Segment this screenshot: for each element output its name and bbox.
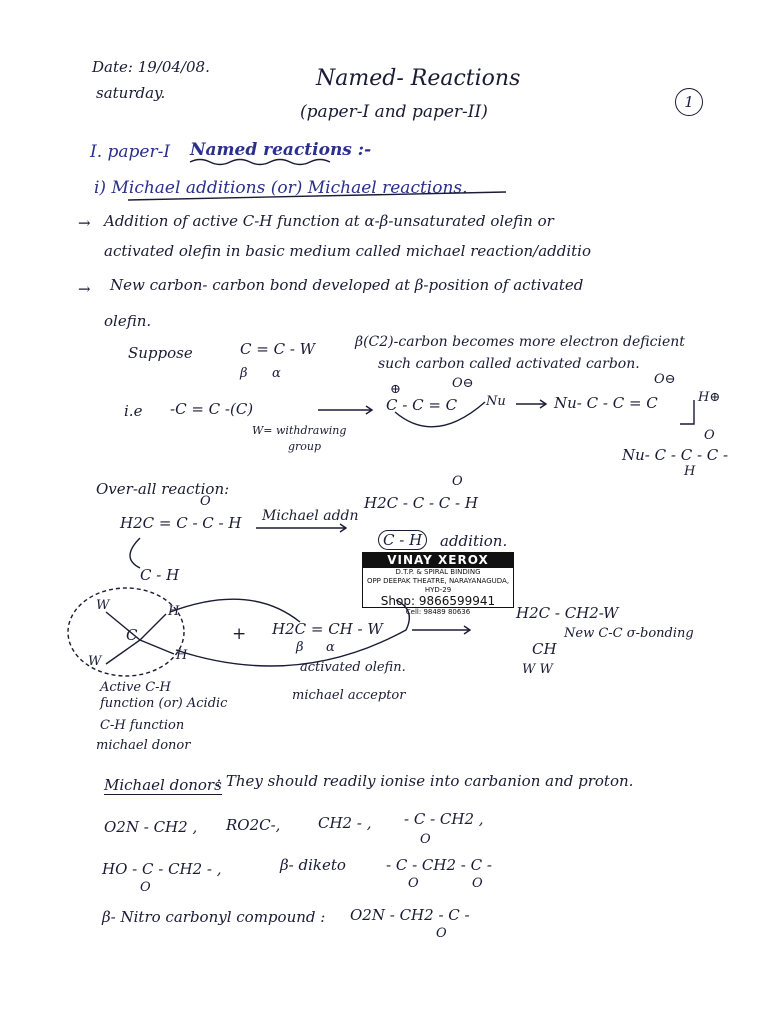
- bullet-arrow-1: →: [78, 214, 91, 232]
- section-heading: Named reactions :-: [190, 140, 372, 160]
- acceptor-beta: β: [296, 640, 304, 655]
- ie-product-o: O: [704, 428, 715, 443]
- donor-item-5: HO - C - CH2 - ,: [102, 860, 222, 878]
- stamp-line-1: D.T.P. & SPIRAL BINDING: [395, 568, 481, 576]
- donor-row3-o: O: [436, 926, 447, 941]
- overall-right-note: addition.: [440, 532, 508, 550]
- suppose-label: Suppose: [128, 344, 193, 362]
- acceptor-label-1: activated olefin.: [300, 660, 406, 675]
- ie-product: Nu- C - C - C -: [622, 446, 729, 464]
- bullet-1-line-1: Addition of active C-H function at α-β-unsaturated olefin or: [104, 212, 554, 230]
- stamp-name: VINAY XEROX: [363, 553, 513, 568]
- overall-left: H2C = C - C - H: [120, 514, 242, 532]
- donor-item-7-o2: O: [472, 876, 483, 891]
- overall-right-o: O: [452, 474, 463, 489]
- ie-curved-arrow: [395, 402, 485, 427]
- ie-nucleophile: Nu: [486, 394, 506, 409]
- stamp-cell: Cell: 98489 80636: [405, 608, 471, 616]
- donor-item-4-o: O: [420, 832, 431, 847]
- donor-row3-formula: O2N - CH2 - C -: [350, 906, 470, 924]
- donor-item-5-o: O: [140, 880, 151, 895]
- donor-label-4: michael donor: [96, 738, 191, 753]
- donor-label-3: C-H function: [100, 718, 185, 733]
- product-line-1: H2C - CH2-W: [516, 604, 619, 622]
- bullet-2-line-2: olefin.: [104, 312, 152, 330]
- ie-right-oxygen: O⊖: [654, 372, 676, 387]
- donor-label-2: function (or) Acidic: [100, 696, 228, 711]
- ie-left-formula: -C = C -(C): [170, 400, 254, 418]
- ie-h-plus: H⊕: [698, 390, 721, 405]
- donor-plus: +: [232, 624, 247, 644]
- suppose-formula: C = C - W: [240, 340, 316, 358]
- overall-ch: C - H: [140, 566, 180, 584]
- stamp-phone: Shop: 9866599941: [380, 594, 496, 608]
- donor-item-1: O2N - CH2 ,: [104, 818, 198, 836]
- acceptor-alpha: α: [326, 640, 335, 655]
- overall-right-ch: C - H: [378, 530, 427, 550]
- acceptor-label-2: michael acceptor: [292, 688, 406, 703]
- donor-label-1: Active C-H: [100, 680, 171, 695]
- overall-loop: [130, 538, 140, 568]
- subheading-underline: [128, 192, 506, 200]
- suppose-alpha: α: [272, 366, 281, 381]
- donor-dashed-ring: [68, 588, 184, 676]
- donor-h-2: H: [176, 648, 188, 663]
- donor-item-6: β- diketo: [280, 856, 346, 874]
- donor-item-7: - C - CH2 - C -: [386, 856, 492, 874]
- donor-carbon: C: [126, 626, 138, 644]
- page-subtitle: (paper-I and paper-II): [300, 102, 488, 122]
- product-line-2: New C-C σ-bonding: [564, 626, 694, 641]
- suppose-note-2: such carbon called activated carbon.: [378, 356, 640, 372]
- ie-product-h: H: [684, 464, 696, 479]
- heading-underline: [190, 160, 330, 165]
- overall-left-o: O: [200, 494, 211, 509]
- acceptor-formula: H2C = CH - W: [272, 620, 383, 638]
- ie-label: i.e: [124, 402, 143, 420]
- ie-w-note: W= withdrawing: [252, 424, 347, 437]
- donor-item-3: CH2 - ,: [318, 814, 372, 832]
- page-number: 1: [675, 88, 703, 116]
- donors-heading: Michael donors: [104, 776, 222, 794]
- ie-down-arrow: [680, 400, 694, 424]
- donor-item-2: RO2C-,: [226, 816, 281, 834]
- stamp-line-2: OPP DEEPAK THEATRE, NARAYANAGUDA, HYD-29: [366, 577, 510, 594]
- overall-label: Over-all reaction:: [96, 480, 230, 498]
- donor-acceptor-loop: [176, 600, 409, 666]
- donor-row3-label: β- Nitro carbonyl compound :: [102, 908, 326, 926]
- donor-bonds: [106, 612, 174, 664]
- bullet-2-line-1: New carbon- carbon bond developed at β-position of activated: [110, 276, 584, 294]
- overall-right: H2C - C - C - H: [364, 494, 478, 512]
- suppose-beta: β: [240, 366, 248, 381]
- donors-text: : They should readily ionise into carbanion and proton.: [216, 772, 634, 790]
- ie-right-formula: Nu- C - C = C: [554, 394, 658, 412]
- bullet-1-line-2: activated olefin in basic medium called michael reaction/additio: [104, 242, 592, 260]
- donor-w-2: W: [88, 654, 102, 669]
- sub-heading: i) Michael additions (or) Michael reactions.: [94, 178, 468, 198]
- donor-h-1: H: [168, 604, 180, 619]
- ie-mid-formula: C - C = C: [386, 396, 458, 414]
- product-line-4: W W: [522, 662, 553, 677]
- donor-item-4: - C - CH2 ,: [404, 810, 484, 828]
- overall-arrow-label: Michael addn: [262, 508, 359, 524]
- page-title: Named- Reactions: [316, 66, 521, 91]
- ie-w-note-2: group: [288, 440, 322, 453]
- ie-plus: ⊕: [390, 382, 401, 397]
- bullet-arrow-2: →: [78, 280, 91, 298]
- ie-mid-oxygen: O⊖: [452, 376, 474, 391]
- donor-acceptor-arrow: [170, 599, 300, 622]
- suppose-note-1: β(C2)-carbon becomes more electron deficient: [355, 334, 685, 350]
- product-line-3: CH: [532, 640, 557, 658]
- donor-item-7-o1: O: [408, 876, 419, 891]
- date: Date: 19/04/08.: [92, 58, 210, 76]
- donor-w-1: W: [96, 598, 110, 613]
- day: saturday.: [96, 84, 166, 102]
- section-prefix: I. paper-I: [90, 142, 171, 162]
